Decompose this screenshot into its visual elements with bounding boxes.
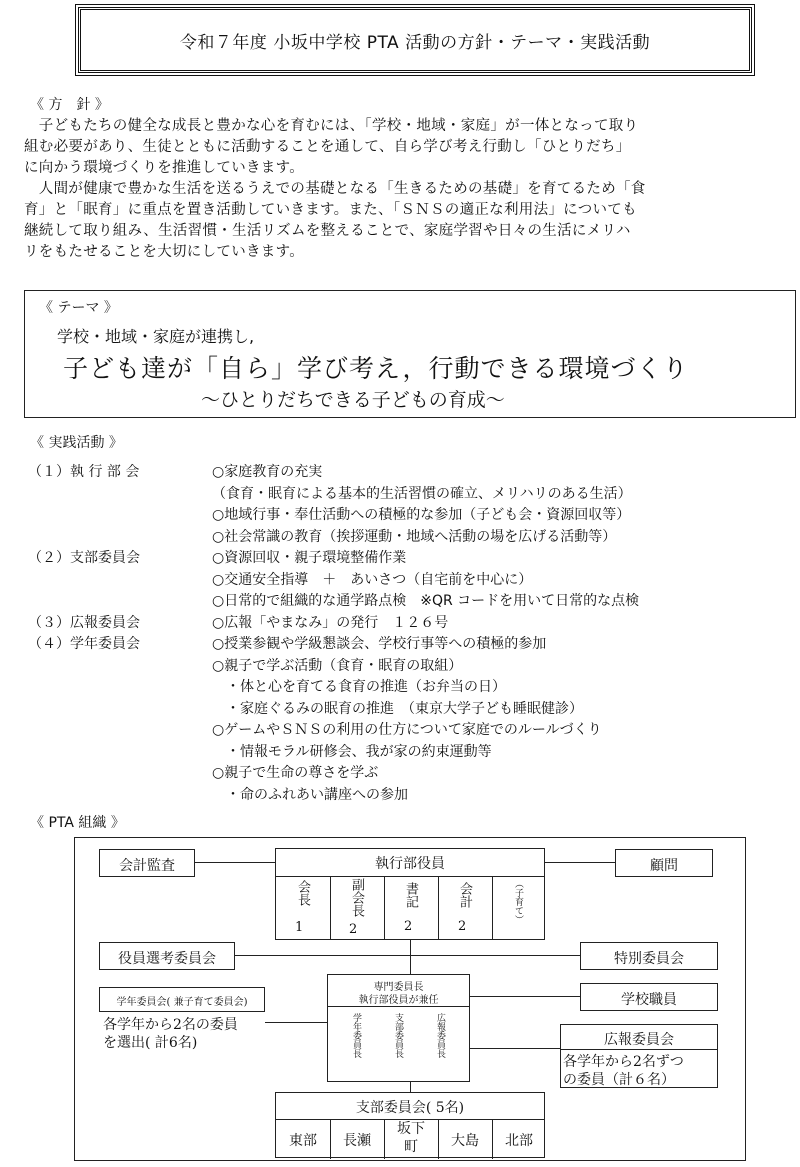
practice-row bbox=[28, 569, 798, 591]
divider bbox=[328, 1006, 469, 1007]
school-staff-label: 学校職員 bbox=[621, 992, 677, 1008]
branch-name: 東部 bbox=[289, 1133, 317, 1149]
exec-count: 2 bbox=[349, 922, 358, 937]
connector bbox=[195, 862, 275, 863]
practice-row bbox=[28, 461, 798, 483]
practice-text: ○家庭教育の充実 bbox=[212, 464, 323, 480]
grade-committee-box bbox=[99, 987, 265, 1012]
exec-role: 副会長 bbox=[349, 878, 364, 917]
practice-row bbox=[28, 547, 798, 569]
practice-row bbox=[28, 719, 798, 741]
policy-line: 子どもたちの健全な成長と豊かな心を育むには、「学校・地域・家庭」が一体となって取り bbox=[24, 118, 639, 134]
exec-count: 2 bbox=[404, 919, 413, 934]
org-chart bbox=[74, 837, 746, 1161]
audit-box bbox=[99, 849, 195, 877]
org-heading: 《 PTA 組織 》 bbox=[30, 815, 125, 831]
connector bbox=[265, 1022, 327, 1023]
practice-label: （１）執 行 部 会 bbox=[28, 464, 140, 480]
exec-box bbox=[275, 848, 545, 940]
exec-count: 1 bbox=[295, 920, 304, 935]
specialist-col: 学年委員長 bbox=[351, 1013, 361, 1058]
audit-label: 会計監査 bbox=[119, 858, 175, 874]
practice-text: ○広報「やまなみ」の発行 １２６号 bbox=[212, 614, 449, 631]
branch-box bbox=[275, 1092, 545, 1158]
branch-name: 北部 bbox=[505, 1133, 533, 1149]
election-label: 役員選考委員会 bbox=[118, 951, 216, 967]
exec-role: （子育て） bbox=[513, 879, 523, 924]
practice-row bbox=[28, 676, 798, 698]
policy-line: 育」と「眠育」に重点を置き活動していきます。また、「ＳＮＳの適正な利用法」についても bbox=[24, 202, 637, 218]
policy-line: 人間が健康で豊かな生活を送るうえでの基礎となる「生きるための基礎」を育てるため「食 bbox=[24, 181, 646, 197]
practice-row bbox=[28, 762, 798, 784]
policy-line: 継続して取り組み、生活習慣・生活リズムを整えることで、家庭学習や日々の生活にメリハ bbox=[24, 223, 631, 239]
grade-committee-label: 学年委員会( 兼子育て委員会) bbox=[116, 997, 248, 1008]
divider bbox=[330, 876, 331, 940]
policy-line: リをもたせることを大切にしていきます。 bbox=[24, 244, 305, 260]
practice-text: ○ゲームやＳＮＳの利用の仕方について家庭でのルールづくり bbox=[212, 722, 602, 738]
practice-text: （食育・眠育による基本的生活習慣の確立、メリハリのある生活） bbox=[212, 485, 632, 502]
connector bbox=[545, 862, 615, 863]
practice-text: ○日常的で組織的な通学路点検 ※QR コードを用いて日常的な点検 bbox=[212, 593, 640, 609]
election-box bbox=[99, 942, 235, 970]
practice-label: （４）学年委員会 bbox=[28, 636, 140, 652]
practice-row bbox=[28, 504, 798, 526]
policy-body bbox=[24, 116, 799, 263]
practice-row bbox=[28, 655, 798, 677]
connector bbox=[410, 939, 411, 974]
pr-desc-1: 各学年から2名ずつ bbox=[563, 1054, 684, 1070]
practice-text: ・命のふれあい講座への参加 bbox=[212, 786, 408, 803]
divider bbox=[561, 1049, 717, 1050]
practice-row bbox=[28, 698, 798, 720]
policy-heading: 《 方 針 》 bbox=[30, 97, 109, 113]
advisor-label: 顧問 bbox=[650, 858, 678, 874]
practice-row bbox=[28, 590, 798, 612]
pr-desc-2: の委員（計６名） bbox=[563, 1072, 675, 1088]
practice-row bbox=[28, 741, 798, 763]
specialist-line-1: 専門委員長 bbox=[373, 982, 424, 993]
exec-title: 執行部役員 bbox=[375, 856, 445, 872]
theme-box bbox=[24, 290, 796, 418]
exec-role: 会計 bbox=[457, 882, 472, 908]
exec-role: 書記 bbox=[403, 882, 418, 908]
practice-text: ○親子で学ぶ活動（食育・眠育の取組） bbox=[212, 657, 463, 674]
divider bbox=[438, 876, 439, 940]
connector bbox=[235, 955, 580, 956]
practice-text: ・体と心を育てる食育の推進（お弁当の日） bbox=[212, 679, 506, 695]
practice-text: ○交通安全指導 ＋ あいさつ（自宅前を中心に） bbox=[212, 571, 533, 588]
grade-desc-1: 各学年から2名の委員 bbox=[103, 1017, 238, 1033]
practice-row bbox=[28, 612, 798, 634]
special-label: 特別委員会 bbox=[614, 951, 684, 967]
advisor-box bbox=[615, 849, 713, 877]
page-title-box bbox=[78, 7, 752, 73]
pr-committee-box bbox=[560, 1024, 718, 1088]
specialist-col: 広報委員長 bbox=[435, 1013, 445, 1058]
exec-role: 会長 bbox=[295, 880, 310, 906]
practice-text: ○地域行事・奉仕活動への積極的な参加（子ども会・資源回収等） bbox=[212, 507, 631, 523]
practice-heading: 《 実践活動 》 bbox=[30, 435, 123, 451]
exec-count: 2 bbox=[458, 919, 467, 934]
theme-main: 子ども達が「自ら」学び考え，行動できる環境づくり bbox=[63, 354, 689, 383]
divider bbox=[492, 876, 493, 940]
practice-text: ○資源回収・親子環境整備作業 bbox=[212, 550, 407, 566]
school-staff-box bbox=[580, 983, 718, 1011]
practice-text: ○社会常識の教育（挨拶運動・地域へ活動の場を広げる活動等） bbox=[212, 528, 617, 545]
branch-name: 坂下町 bbox=[397, 1121, 425, 1155]
policy-line: に向かう環境づくりを推進していきます。 bbox=[24, 160, 305, 176]
connector bbox=[470, 996, 580, 997]
practice-row bbox=[28, 483, 798, 505]
theme-heading: 《 テーマ 》 bbox=[39, 300, 118, 316]
practice-label: （３）広報委員会 bbox=[28, 614, 140, 631]
practice-row bbox=[28, 633, 798, 655]
practice-row bbox=[28, 526, 798, 548]
specialist-line-2: 執行部役員が兼任 bbox=[358, 995, 439, 1006]
theme-subtitle: ～ひとりだちできる子どもの育成～ bbox=[201, 389, 505, 411]
practice-text: ・情報モラル研修会、我が家の約束運動等 bbox=[212, 743, 492, 760]
practice-text: ○親子で生命の尊さを学ぶ bbox=[212, 765, 379, 781]
branch-name: 大島 bbox=[451, 1133, 479, 1149]
pr-committee-label: 広報委員会 bbox=[604, 1032, 674, 1048]
policy-line: 組む必要があり、生徒とともに活動することを通して、自ら学び考え行動し「ひとりだち」 bbox=[24, 139, 631, 155]
practice-row bbox=[28, 784, 798, 806]
divider bbox=[276, 876, 544, 877]
practice-text: ○授業参観や学級懇談会、学校行事等への積極的参加 bbox=[212, 636, 547, 652]
theme-line-1: 学校・地域・家庭が連携し, bbox=[57, 327, 255, 346]
divider bbox=[384, 876, 385, 940]
special-box bbox=[580, 942, 718, 970]
branch-title: 支部委員会( 5名) bbox=[355, 1100, 465, 1116]
specialist-col: 支部委員長 bbox=[393, 1013, 403, 1058]
practice-text: ・家庭ぐるみの眠育の推進 （東京大学子ども睡眠健診） bbox=[212, 700, 583, 717]
specialist-box bbox=[327, 974, 470, 1082]
branch-name: 長瀬 bbox=[343, 1133, 371, 1149]
page-title: 令和７年度 小坂中学校 PTA 活動の方針・テーマ・実践活動 bbox=[179, 32, 651, 53]
grade-desc-2: を選出( 計6名) bbox=[103, 1035, 198, 1051]
practice-list bbox=[28, 461, 798, 805]
practice-label: （２）支部委員会 bbox=[28, 550, 140, 566]
connector bbox=[470, 1048, 560, 1049]
